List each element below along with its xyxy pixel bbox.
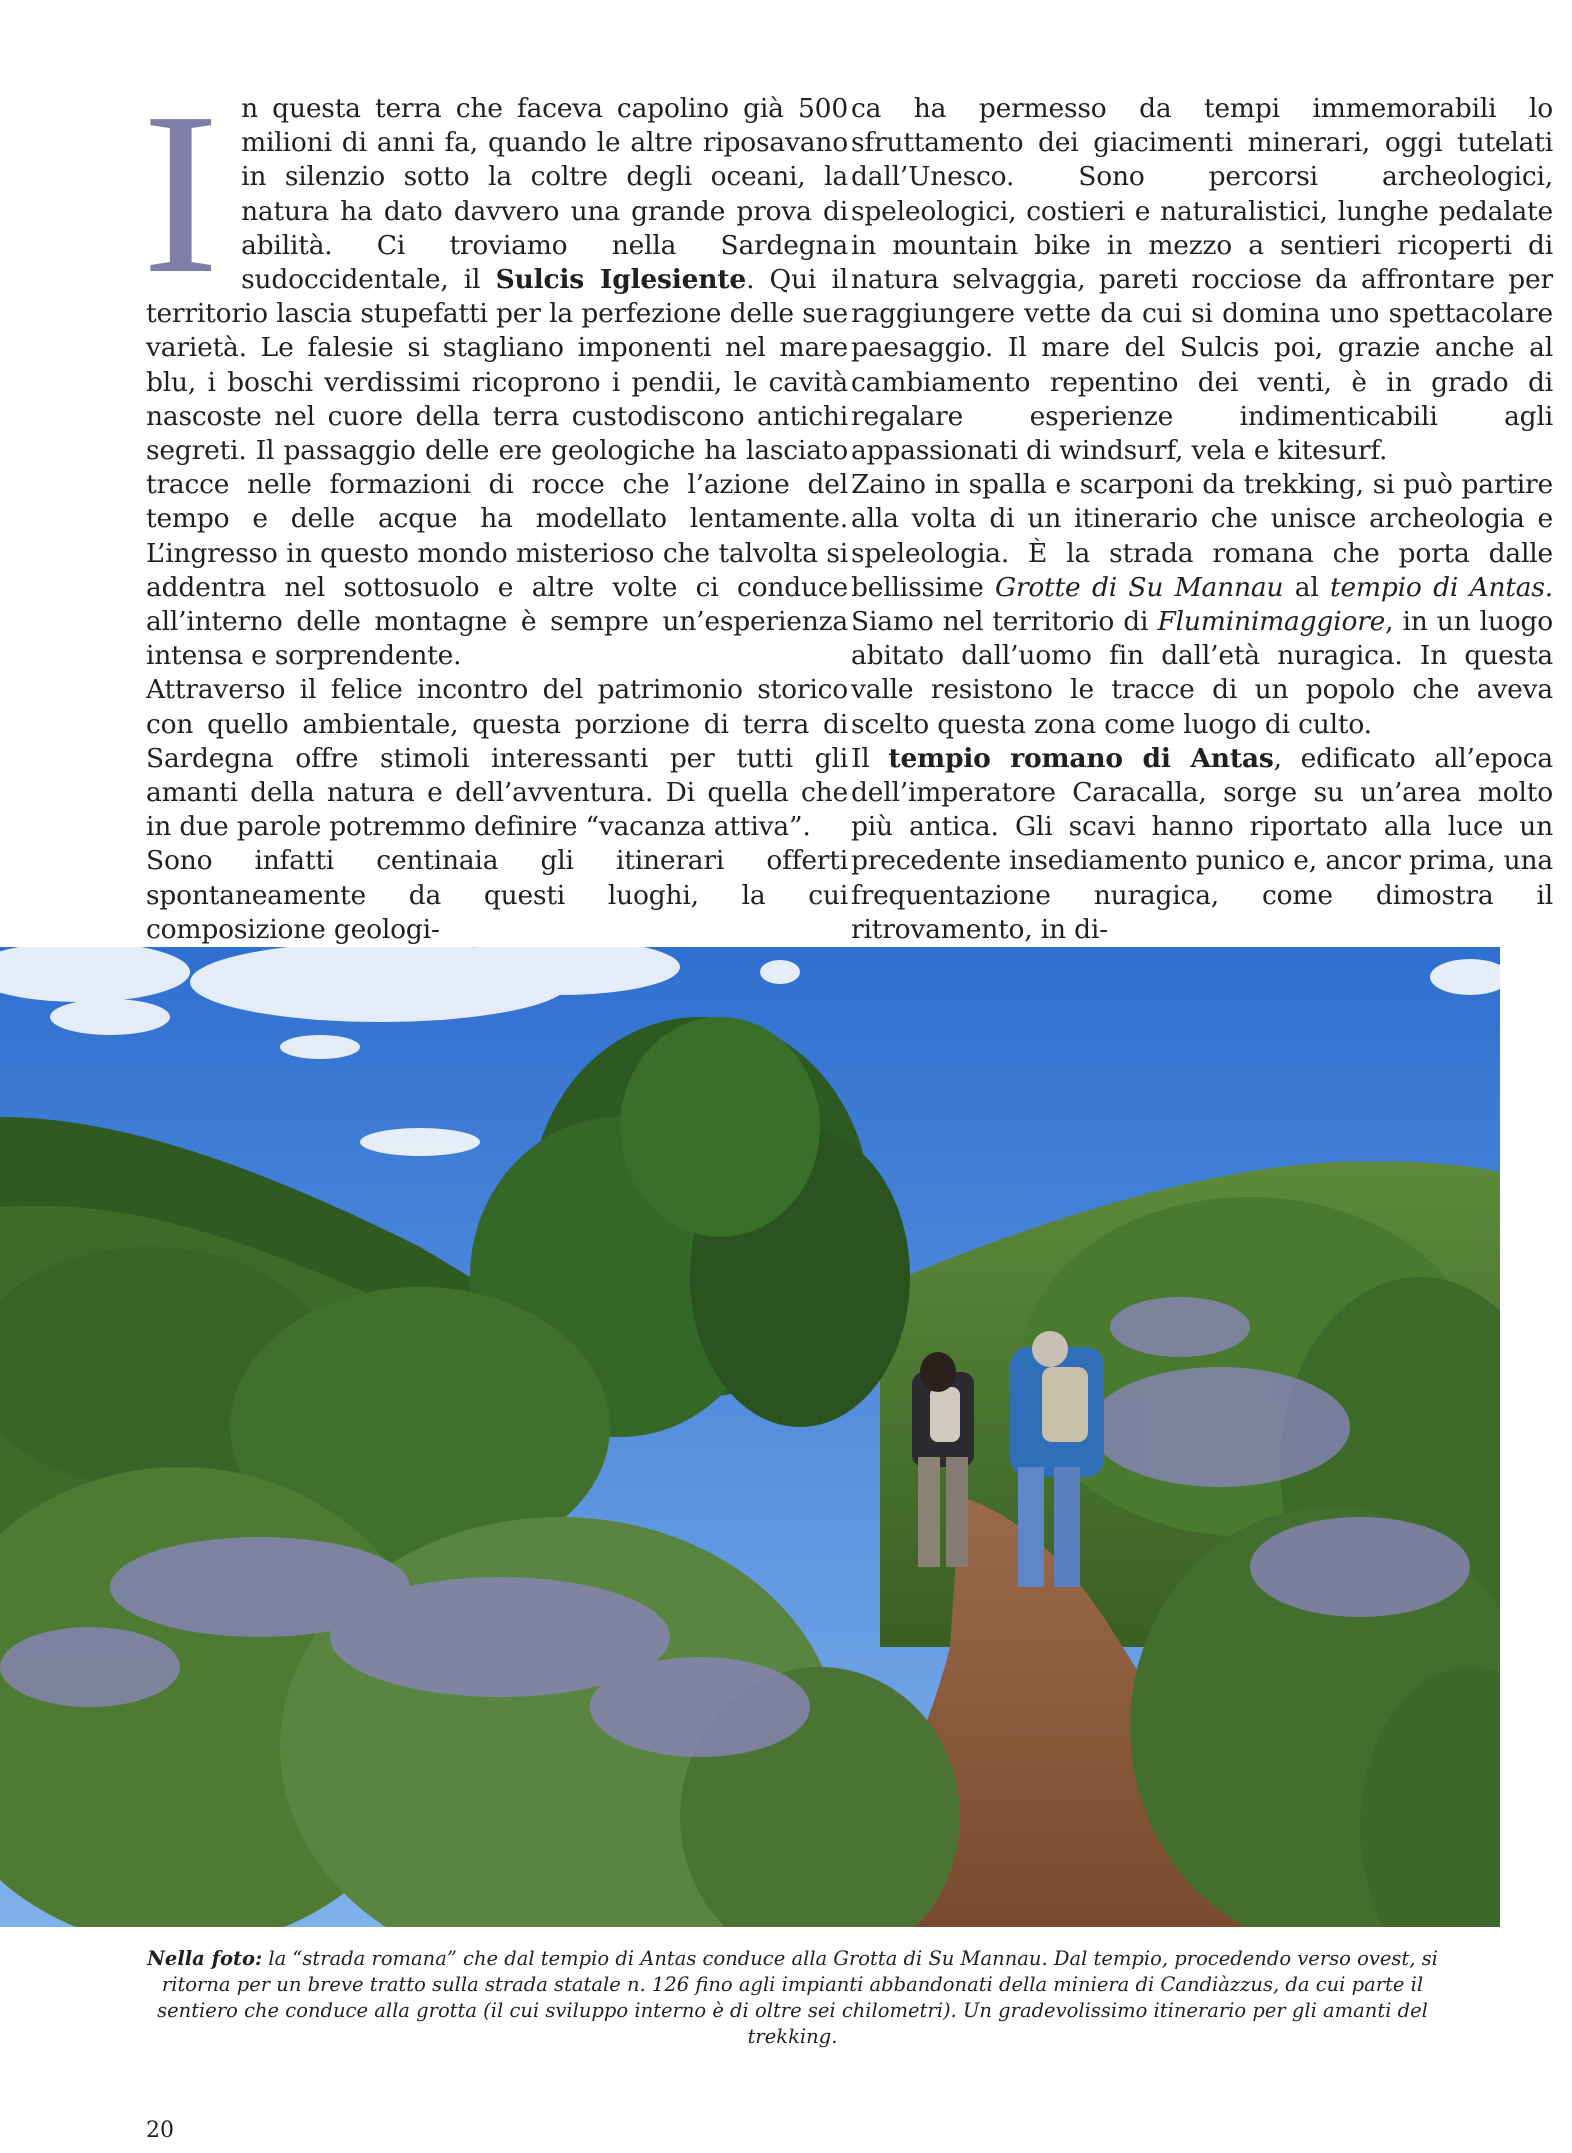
hiking-trail-photo xyxy=(0,947,1500,1927)
paragraph: Il tempio romano di Antas, edificato all’epoca dell’imperatore Caracalla, sorge su un’area molto più antica. Gli scavi hanno riportato alla luce un precedente insediamento punico e, ancor prima, una frequentazione nuragica, come dimostra il ritrovamento, in di- xyxy=(851,742,1553,945)
place-name-italic: Grotte di Su Mannau xyxy=(994,571,1284,603)
caption-lead: Nella foto: xyxy=(147,1947,263,1970)
text-column-right xyxy=(851,92,1553,947)
place-name-italic: Fluminimaggiore xyxy=(1157,606,1386,638)
place-name-italic: tempio di Antas. xyxy=(1330,571,1554,603)
place-name-bold: tempio romano di Antas xyxy=(888,742,1274,774)
drop-cap: I xyxy=(142,65,220,322)
paragraph: ca ha permesso da tempi immemorabili lo sfruttamento dei giacimenti minerari, oggi tutelati dall’Unesco. Sono percorsi archeologici, speleologici, costieri e naturalistici, lunghe pedalate in mountain bike in mezzo a sentieri ricoperti di natura selvaggia, pareti rocciose da affrontare per raggiungere vette da cui si domina uno spettacolare paesaggio. Il mare del Sulcis poi, grazie anche al cambiamento repentino dei venti, è in grado di regalare esperienze indimenticabili agli appassionati di windsurf, vela e kitesurf. xyxy=(851,93,1553,467)
paragraph: Attraverso il felice incontro del patrimonio storico con quello ambientale, questa porzione di terra di Sardegna offre stimoli interessanti per tutti gli amanti della natura e dell’avventura. Di quella che in due parole potremmo definire “vacanza attiva”. xyxy=(146,674,848,843)
paragraph: In questa terra che faceva capolino già 500 milioni di anni fa, quando le altre riposavano in silenzio sotto la coltre degli oceani, la natura ha dato davvero una grande prova di abilità. Ci troviamo nella Sardegna sudoccidentale, il Sulcis Iglesiente. Qui il territorio lascia stupefatti per la perfezione delle sue varietà. Le falesie si stagliano imponenti nel mare blu, i boschi verdissimi ricoprono i pendii, le cavità nascoste nel cuore della terra custodiscono antichi segreti. Il passaggio delle ere geologiche ha lasciato tracce nelle formazioni di rocce che l’azione del tempo e delle acque ha modellato lentamente. L’ingresso in questo mondo misterioso che talvolta si addentra nel sottosuolo e altre volte ci conduce all’interno delle montagne è sempre un’esperienza intensa e sorprendente. xyxy=(142,65,848,672)
paragraph: Sono infatti centinaia gli itinerari offerti spontaneamente da questi luoghi, la cui composizione geologi- xyxy=(146,845,848,945)
paragraph: Zaino in spalla e scarponi da trekking, si può partire alla volta di un itinerario che unisce archeologia e speleologia. È la strada romana che porta dalle bellissime Grotte di Su Mannau al tempio di Antas. Siamo nel territorio di Fluminimaggiore, in un luogo abitato dall’uomo fin dall’età nuragica. In questa valle resistono le tracce di un popolo che aveva scelto questa zona come luogo di culto. xyxy=(851,469,1554,740)
text-column-left xyxy=(142,65,848,947)
caption-text: la “strada romana” che dal tempio di Antas conduce alla Grotta di Su Mannau. Dal tempio, procedendo verso ovest, si ritorna per un breve tratto sulla strada statale n. 126 fino agli impianti abbandonati della miniera di Candiàzzus, da cui parte il sentiero che conduce alla grotta (il cui sviluppo interno è di oltre sei chilometri). Un gradevolissimo itinerario per gli amanti del trekking. xyxy=(157,1947,1438,2048)
page-number: 20 xyxy=(146,2118,174,2143)
place-name-bold: Sulcis Iglesiente xyxy=(495,264,747,296)
photo-caption xyxy=(120,1946,1465,2050)
